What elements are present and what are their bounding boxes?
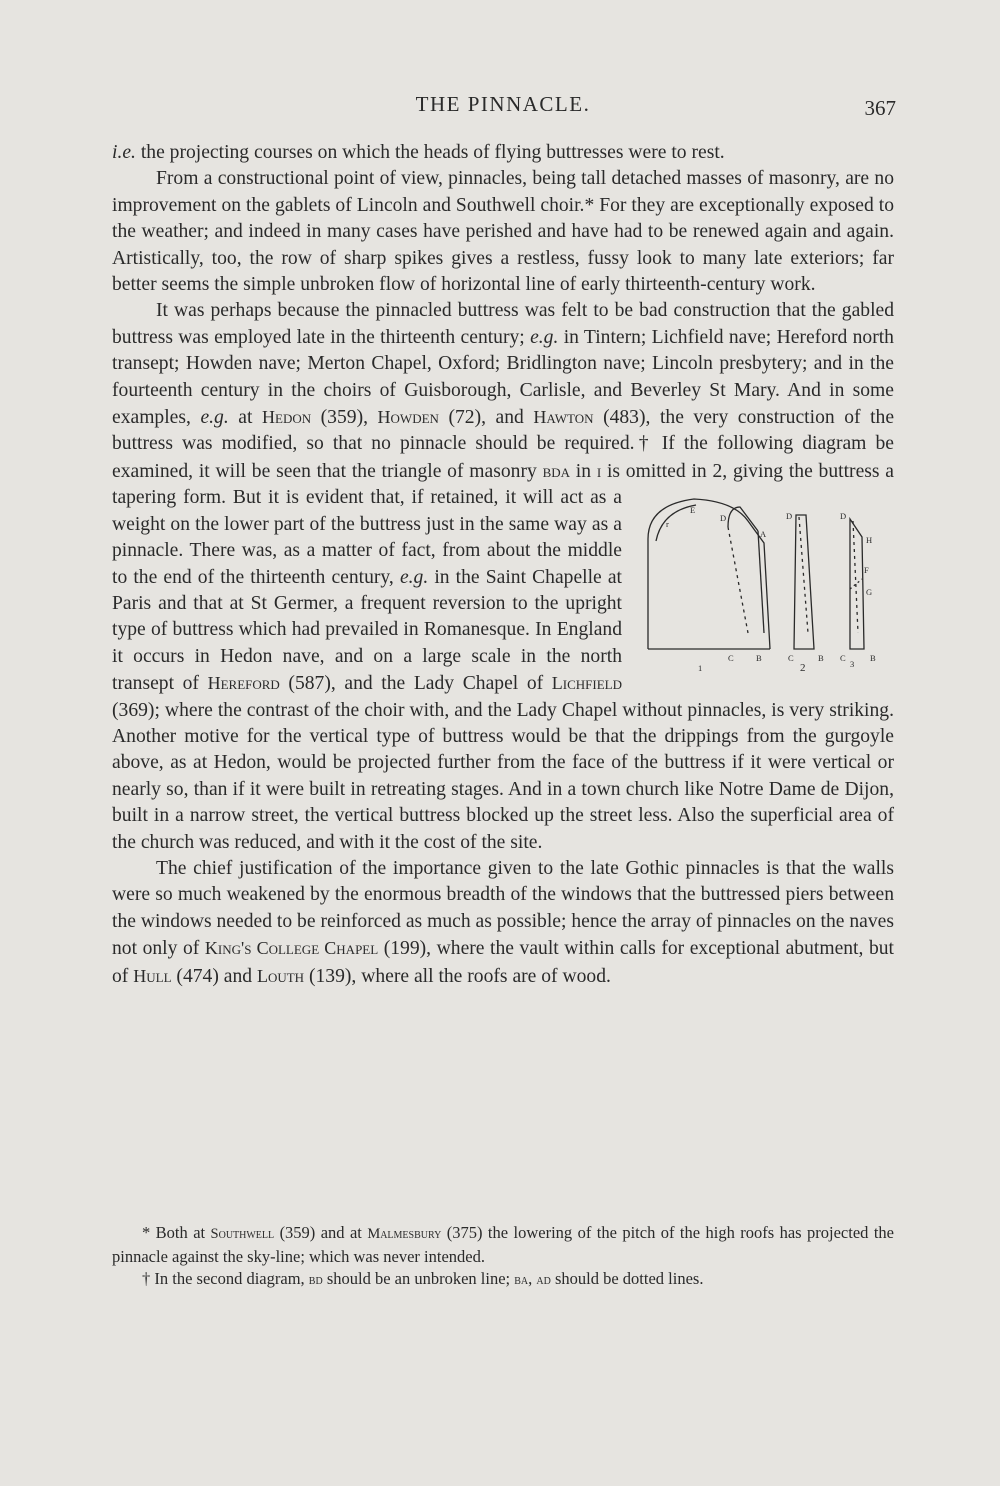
italic-ie: i.e.	[112, 142, 136, 163]
label-b1: B	[756, 653, 762, 664]
label-c2: C	[788, 653, 794, 664]
fn2-t1: † In the second diagram,	[142, 1269, 309, 1288]
p4-t3: (474) and	[171, 965, 257, 987]
fn2-t3: ,	[528, 1269, 537, 1288]
paragraph-1	[112, 140, 894, 166]
p3-t9: in the Saint Chapelle at Paris and that at St Germer, a frequent reversion to the upright type of buttress which had prevailed in Romanesque. In England it occurs in Hedon nave, and on a large scale in the north transept of	[112, 566, 622, 695]
diagram-3-outline	[850, 519, 864, 649]
label-n2: 2	[800, 662, 806, 675]
label-c3: C	[840, 653, 846, 664]
label-f: F	[864, 565, 869, 576]
p4-t1: The chief justification of the importance given to the late Gothic pinnacles is that the walls were so much weakened by the enormous breadth of the windows that the buttressed piers between the windows needed to be reinforced as much as possible; hence the array of pinnacles on the naves not only of	[112, 857, 894, 960]
label-n1: 1	[698, 663, 703, 674]
label-a1: A	[760, 529, 767, 540]
label-r: r	[666, 519, 669, 530]
label-h: H	[866, 535, 873, 546]
p3-t5: (72), and	[438, 407, 534, 429]
label-g: G	[866, 587, 873, 598]
p3-t8a: is omitted	[601, 460, 686, 482]
fn2-t4: should be dotted lines.	[550, 1269, 704, 1288]
ref-hull: Hull	[133, 965, 172, 986]
label-n3: 3	[850, 659, 855, 670]
buttress-diagram	[636, 491, 898, 691]
running-title: THE PINNACLE.	[415, 92, 591, 116]
ref-southwell: Southwell	[210, 1226, 275, 1242]
ref-hereford: Hereford	[207, 673, 280, 694]
diagram-3-dotted-line	[853, 521, 858, 633]
p4-t2: (199), where the vault within calls for exceptional abutment, but of	[112, 938, 894, 987]
ref-malmesbury: Malmesbury	[367, 1226, 442, 1242]
diagram-1-dotted-line	[728, 527, 748, 633]
footnotes	[112, 1222, 894, 1292]
label-c1: C	[728, 653, 734, 664]
paragraph-3	[112, 298, 894, 856]
body-text	[112, 140, 894, 990]
p1-text: the projecting courses on which the heads of flying buttresses were to rest.	[135, 142, 725, 163]
label-d3: D	[840, 511, 847, 522]
footnote-2	[112, 1268, 894, 1292]
paragraph-4	[112, 856, 894, 990]
ref-ba: ba	[514, 1272, 529, 1288]
p3-t2: in Tintern; Lichfield nave; Hereford north transept; Howden nave; Merton Chapel, Oxford; Bridlington nave; Lincoln presbytery; and in the fourteenth century in the choirs of Guisborough, Carlisle, and Beverley St Mary. And in some examples,	[112, 326, 894, 429]
p4-t4: (139), where all the roofs are of wood.	[304, 965, 611, 987]
label-b2: B	[818, 653, 824, 664]
p3-t10: (587), and the Lady Chapel of	[279, 673, 552, 695]
fn1-t3: (375) the lowering of the pitch of the high roofs has projected the pinnacle against the sky-line; which was never intended.	[112, 1223, 894, 1266]
ref-ad: ad	[536, 1272, 551, 1288]
label-d1: D	[720, 513, 727, 524]
p3-t1: It was perhaps because the pinnacled buttress was felt to be bad construction that the gabled buttress was employed late in the thirteenth century;	[112, 300, 894, 348]
ref-kings-college-chapel: King's College Chapel	[204, 938, 379, 959]
p3-t8b: in 2, giving the buttress a tapering form. But it is evident that, if retained, it will act as a weight on the lower part of the buttress just in the same way as a pinnacle. There was, as a matter of fact, from about the middle to the end of the thirteenth century,	[112, 460, 894, 588]
ref-lichfield: Lichfield	[551, 673, 622, 694]
page-number: 367	[864, 96, 896, 120]
paragraph-2: From a constructional point of view, pinnacles, being tall detached masses of masonry, are no improvement on the gablets of Lincoln and Southwell choir.* For they are exceptionally exposed to the weather; and indeed in many cases have perished and have had to be renewed again and again. Artistically, too, the row of sharp spikes gives a restless, fussy look to many late exteriors; far better seems the simple unbroken flow of horizontal line of early thirteenth-century work.	[112, 168, 894, 296]
fn1-t1: * Both at	[142, 1223, 211, 1242]
ref-howden: Howden	[377, 407, 439, 428]
ref-bda: bda	[542, 460, 571, 481]
label-d2: D	[786, 511, 793, 522]
p3-eg1: e.g.	[530, 326, 559, 348]
ref-diagram-1: i	[596, 460, 602, 481]
p3-eg2: e.g.	[200, 407, 229, 429]
footnote-1	[112, 1222, 894, 1268]
fn2-t2: should be an unbroken line;	[322, 1269, 515, 1288]
p3-t11: (369); where the contrast of the choir with, and the Lady Chapel without pinnacles, is very striking. Another motive for the vertical type of buttress would be that the drippings from the gurgoyle above, as at Hedon, would be projected further from the face of the buttress if it were vertical or nearly so, than if it were built in retreating stages. And in a town church like Notre Dame de Dijon, built in a narrow street, the vertical buttress blocked up the street less. Also the superficial area of the church was reduced, and with it the cost of the site.	[112, 699, 894, 853]
p3-t6: (483), the very construction of the buttress was modified, so that no pinnacle should be required.† If the following diagram be examined, it will be seen that the triangle of masonry	[112, 407, 895, 482]
label-e: E	[690, 505, 696, 516]
ref-hedon: Hedon	[262, 407, 312, 428]
fn1-t2: (359) and at	[274, 1223, 368, 1242]
ref-bd: bd	[308, 1272, 323, 1288]
running-head	[110, 90, 896, 120]
label-b3: B	[870, 653, 876, 664]
p3-eg3: e.g.	[399, 566, 429, 588]
p3-t3: at	[228, 407, 262, 429]
ref-hawton: Hawton	[533, 407, 594, 428]
p3-t4: (359),	[311, 407, 378, 429]
ref-louth: Louth	[256, 965, 305, 986]
p3-t7: in	[570, 460, 597, 482]
diagram-1-buttress-face	[758, 531, 764, 633]
buttress-diagram-svg	[636, 491, 898, 691]
diagram-1-pinnacle	[728, 507, 758, 531]
